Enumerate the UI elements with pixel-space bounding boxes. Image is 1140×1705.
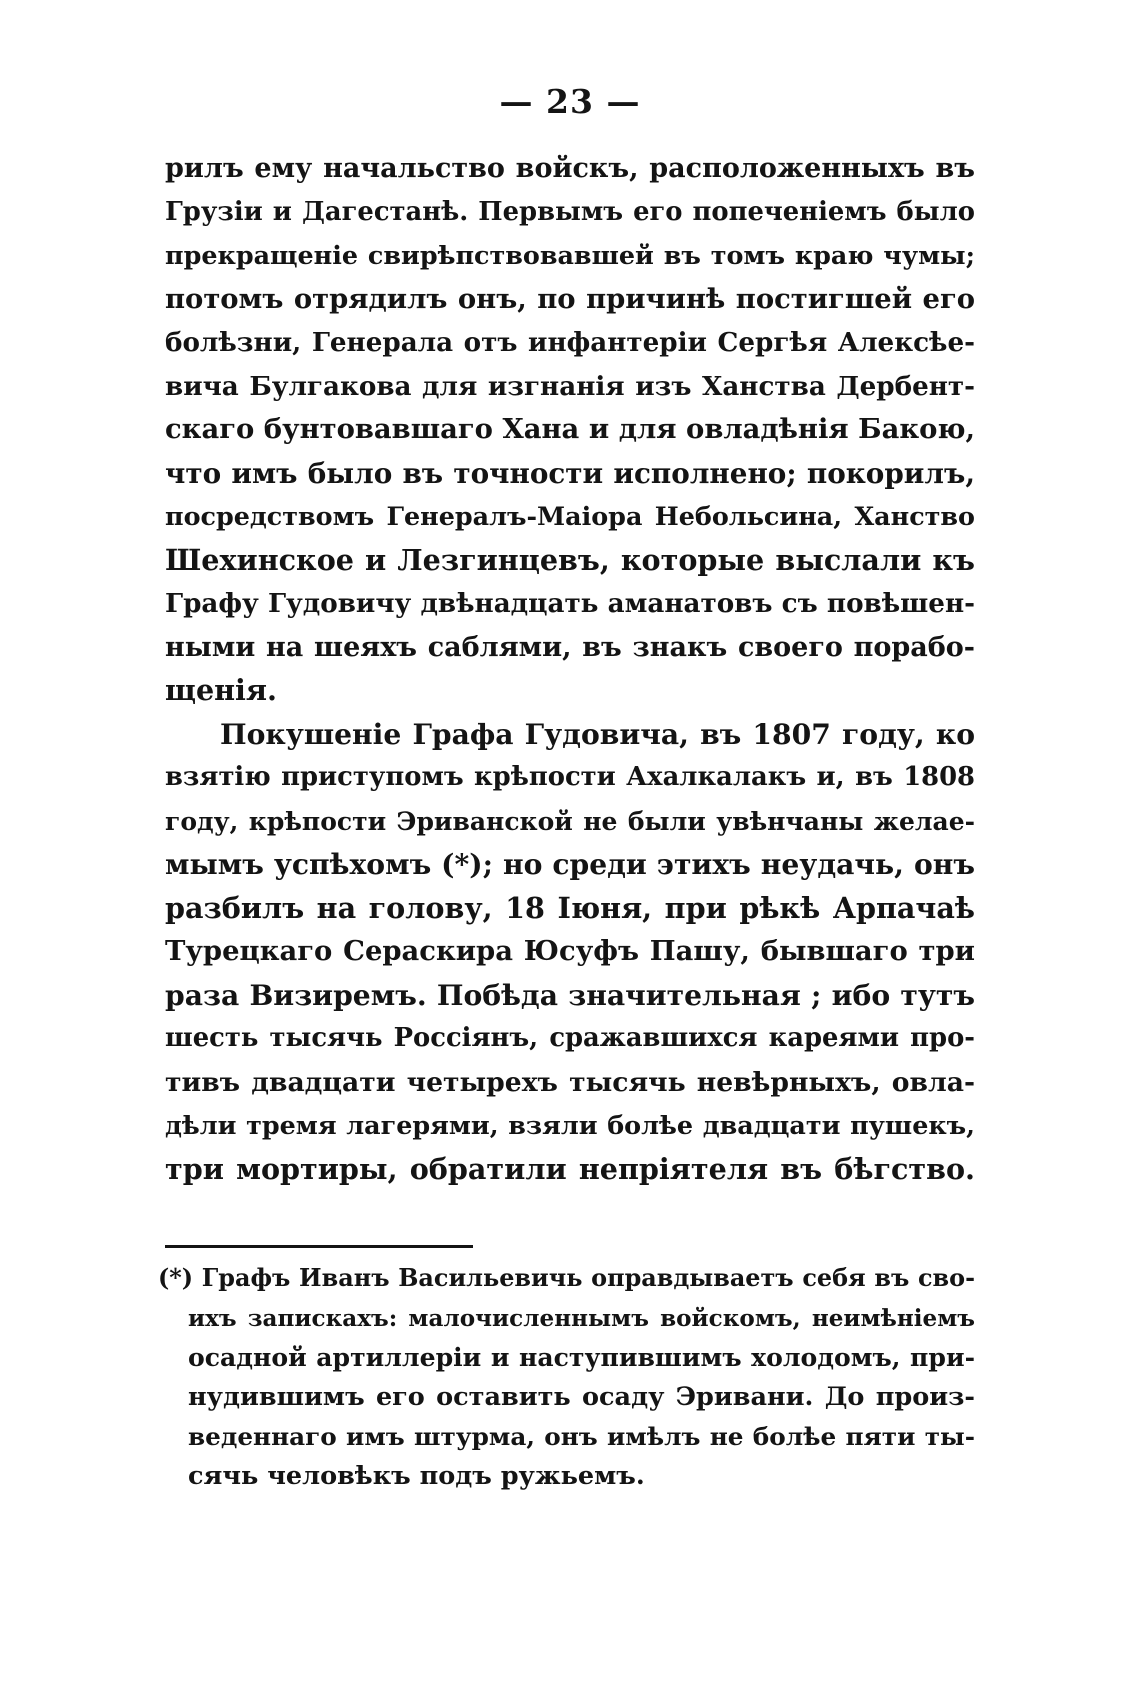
text-line: щенія. [165, 673, 278, 707]
text-line: раза Визиремъ. Побѣда значительная ; ибо тутъ [165, 978, 975, 1012]
text-line: рилъ ему начальство войскъ, расположенныхъ въ [165, 153, 975, 184]
text-line: болѣзни, Генерала отъ инфантеріи Сергѣя Алексѣе- [165, 327, 975, 358]
footnote-line: осадной артиллеріи и наступившимъ холодомъ, при- [188, 1342, 975, 1373]
text-line: скаго бунтовавшаго Хана и для овладѣнія Бакою, [165, 413, 975, 445]
paragraph-1 [165, 147, 975, 713]
text-line: шесть тысячь Россіянъ, сражавшихся кареями про- [165, 1023, 975, 1053]
text-line: разбилъ на голову, 18 Іюня, при рѣкѣ Арпачаѣ [165, 890, 975, 925]
paragraph-2 [165, 713, 975, 1192]
text-line: вича Булгакова для изгнанія изъ Ханства Дербент- [165, 370, 975, 402]
text-line: дѣли тремя лагерями, взяли болѣе двадцати пушекъ, [165, 1110, 975, 1140]
footnote-line: нудившимъ его оставить осаду Эривани. До произ- [188, 1381, 975, 1412]
footnote [158, 1259, 975, 1497]
footnote-line: веденнаго имъ штурма, онъ имѣлъ не болѣе пяти ты- [188, 1422, 975, 1452]
footnote-line: сячь человѣкъ подъ ружьемъ. [188, 1460, 645, 1491]
page-number: — 23 — [499, 82, 641, 121]
text-line: что имъ было въ точности исполнено; покорилъ, [165, 456, 975, 490]
text-line: посредствомъ Генералъ-Маіора Небольсина, Ханство [165, 501, 975, 531]
text-line: тивъ двадцати четырехъ тысячь невѣрныхъ, овла- [165, 1066, 975, 1098]
footnote-line: ихъ запискахъ: малочисленнымъ войскомъ, неимѣніемъ [188, 1304, 975, 1332]
main-text [165, 147, 975, 1191]
text-line: году, крѣпости Эриванской не были увѣнчаны желае- [165, 806, 975, 836]
text-line: мымъ успѣхомъ (*); но среди этихъ неудачь, онъ [165, 848, 975, 881]
text-line: Грузіи и Дагестанѣ. Первымъ его попеченіемъ было [165, 196, 975, 227]
text-line: Шехинское и Лезгинцевъ, которые выслали къ [165, 542, 975, 577]
text-line: Турецкаго Сераскира Юсуфъ Пашу, бывшаго три [165, 935, 975, 967]
text-line: прекращеніе свирѣпствовавшей въ томъ краю чумы; [165, 240, 975, 270]
text-line: три мортиры, обратили непріятеля въ бѣгство. [165, 1151, 975, 1186]
footnote-line: (*) Графъ Иванъ Васильевичь оправдываетъ себя въ сво- [158, 1264, 975, 1292]
text-line: Графу Гудовичу двѣнадцать аманатовъ съ повѣшен- [165, 588, 975, 619]
footnote-divider [165, 1245, 473, 1248]
text-line: ными на шеяхъ саблями, въ знакъ своего порабо- [165, 631, 975, 663]
text-line: потомъ отрядилъ онъ, по причинѣ постигшей его [165, 282, 975, 315]
text-line: взятію приступомъ крѣпости Ахалкалакъ и, въ 1808 [165, 762, 975, 792]
text-line: Покушеніе Графа Гудовича, въ 1807 году, ко [220, 717, 975, 751]
